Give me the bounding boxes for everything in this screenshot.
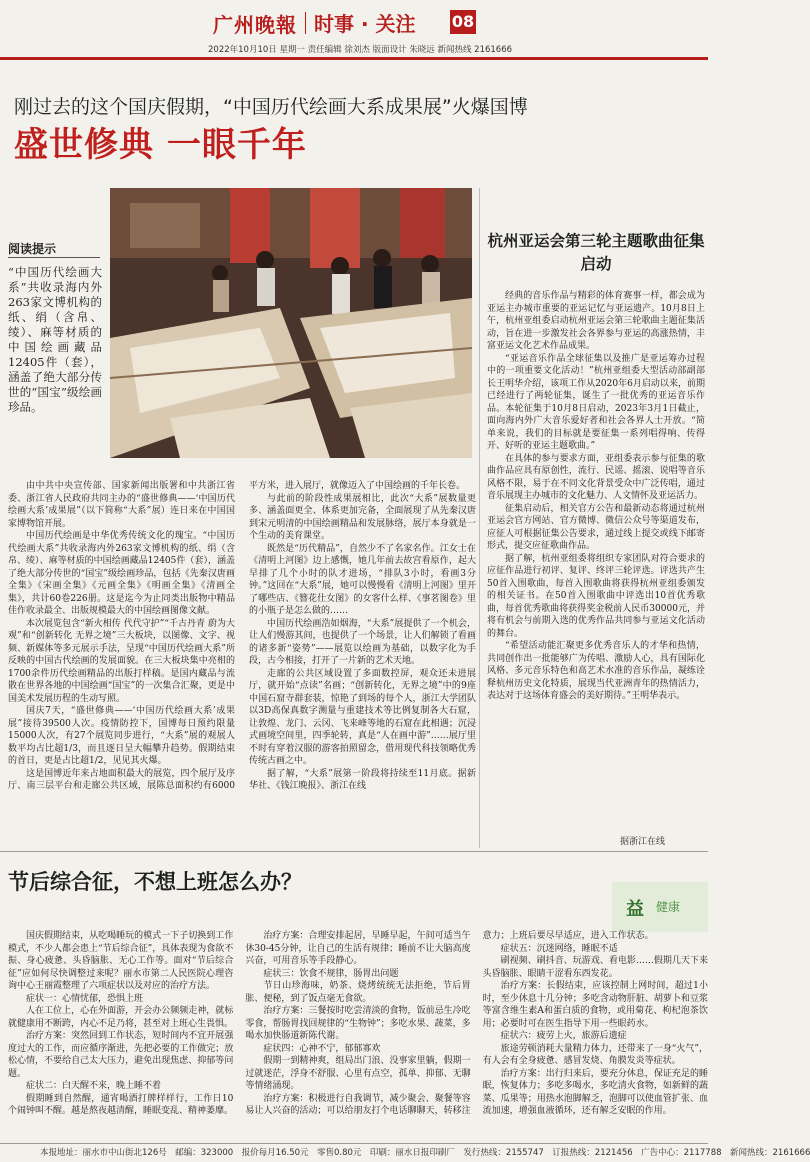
article-paragraph: 治疗方案：三餐按时吃尝清淡的食物，饭前忌生冷吃零食，帮肠胃找回规律的“生物钟”；多吃水果、蔬菜，多喝水加快肠道新陈代谢。 [245,1006,471,1041]
article-paragraph: 与此前的阶段性成果展相比，此次“大系”展数量更多、涵盖面更全、体系更加完备，全面展现了从先秦汉唐到宋元明清的中国绘画精品和发展脉络，展厅本身就是一个生动的美育课堂。 [249,493,476,541]
article-paragraph: 由中共中央宣传部、国家新闻出版署和中共浙江省委、浙江省人民政府共同主办的“盛世修典——‘中国历代绘画大系’成果展”（以下简称“大系”展）连日来在中国国家博物馆开展。 [8,481,235,529]
health-logo-text: 健康 [656,900,681,914]
section-divider [0,851,708,852]
article-paragraph: 治疗方案：突然回到工作状态，短时间内不宜开展强度过大的工作，而应循序渐进，先把必要的工作做完；放松心情，不要给自己太大压力，避免出现焦虑、抑郁等问题。 [8,1031,234,1079]
side-article-body [487,290,705,820]
article-paragraph: 中国历代绘画是中华优秀传统文化的瑰宝。“中国历代绘画大系”共收录海内外263家文博机构的纸、绢（含帛、绫）、麻等材质的中国绘画藏品12405件（套），涵盖了绝大部分传世的“国宝”级绘画珍品，包括《先秦汉唐画全集》《宋画全集》《元画全集》《明画全集》《清画全集》，共计60卷226册。这是迄今为止同类出版物中精品佳作收录最全、出版规模最大的中国绘画图像文献。 [8,531,235,616]
health-article-body [8,930,708,1142]
article-paragraph: 人在工位上，心在外面游，开会办公频频走神，就标就健康用不断跨，内心不足乃将，甚至对上班心生畏惧。 [8,1006,234,1029]
masthead-rule [0,57,708,60]
side-article-headline: 杭州亚运会第三轮主题歌曲征集启动 [487,232,705,273]
lead-headline: 盛世修典 一眼千年 [14,125,307,165]
exhibition-photo [110,188,472,458]
reading-tip-text: “中国历代绘画大系”共收录海内外263家文博机构的纸、绢（含帛、绫）、麻等材质的中国绘画藏品12405件（套），涵盖了绝大部分传世的“国宝”级绘画珍品。 [8,265,102,414]
article-paragraph: 假期一到精神爽，组局出门浪、没事家里躺，假期一过就迷茫，浮身不舒服、心里有点空，孤单、抑郁、无聊等情绪涌现。 [245,1056,471,1091]
article-paragraph: 据了解，杭州亚组委将组织专家团队对符合要求的应征作品进行初评、复评、终评三轮评选。评选共产生50首入围歌曲，每首入围歌曲将获得杭州亚组委颁发的相关证书。在50首入围歌曲中评选出10首优秀歌曲，每首优秀歌曲将获得奖金税前人民币30000元，并将有机会与前期入选的优秀作品共同参与亚运文化活动的舞台。 [487,553,705,639]
masthead-divider [305,12,306,34]
article-paragraph: 本次展览包含“新火相传 代代守护”“千古丹青 蔚为大观”和“创新转化 无界之境”三大板块，以图像、文字、视频、新媒体等多元展示手法，呈现“中国历代绘画大系”所反映的中国古代绘画的发展面貌。在三大板块集中亮相的1700余件历代绘画精品的出版打样稿。是国内藏品与流散在世界各地的中国绘画“国宝”的一次集合汇聚，更是中国美术发展历程的生动写照。 [8,618,235,704]
article-paragraph: 这是国博近年来占地面积最大的展览，四个展厅及序厅、南三层平台和走廊公共区域，展陈总面积约有6000平方米，进入展厅，就像迈入了中国绘画的千年长卷。 [8,481,466,791]
article-paragraph: 走廊的公共区域设置了多面数控屏，观众还未进展厅，就开始“点读”名画；“创新转化，无界之境”中的9座中国石窟寺群套装，惊艳了到场的每个人，浙江大学团队以3D高保真数字测量与重建技术等比例复制各大石窟，让敦煌、龙门、云冈、飞来峰等地的石窟在此相遇；沉浸式画境空间里，四季轮转，真是“人在画中游”……展厅里不时有穿着汉服的游客拍照留念，借用现代科技领略优秀传统古画之中。 [249,668,476,766]
article-paragraph: 旅途劳顿消耗大量精力体力，还带来了一身“火气”，有人会有全身疲惫、感冒发烧、角膜发炎等症状。 [482,1043,708,1066]
article-paragraph: 症状二：白天醒不来，晚上睡不着 [26,1081,162,1091]
dateline: 2022年10月10日 星期一 责任编辑 徐刘杰 版面设计 朱晓远 新闻热线 2161666 [208,45,513,55]
article-paragraph: “亚运音乐作品全球征集以及推广是亚运筹办过程中的一项重要文化活动！”杭州亚组委大型活动部副部长王明华介绍，该项工作从2020年6月启动以来，前期已经进行了两轮征集，诞生了一批优秀的亚运音乐作品。本轮征集于10月8日启动，2023年3月1日截止，面向海内外广大音乐爱好者和社会各界人士开放。“简单来说，我们的目标就是要征集一系列唱得响、传得开、好听的亚运主题歌曲。” [487,353,705,451]
article-paragraph: 假期睡到自然醒，通宵喝酒打牌样样行，工作日10个闹钟叫不醒。越是熬夜越清醒，睡眠变乱、精神萎靡。 [8,1093,234,1116]
article-paragraph: 症状五：沉迷网络，睡眠不适 [500,943,618,954]
article-paragraph: 中国历代绘画浩如烟海，“大系”展提供了一个机会，让人们慢游其间，也提供了一个场景，让人们解锁了看画的诸多新“姿势”——展览以绘画为基础，以数字化为手段，古今相接，打开了一片新的艺术天地。 [249,618,476,666]
article-paragraph: 症状一：心情忧郁，恐惧上班 [26,993,144,1004]
section-title: 时事 · 关注 [314,12,416,36]
health-logo-glyph: 益 [626,899,644,920]
article-paragraph: 症状三：饮食不规律，肠胃出问题 [263,968,399,979]
article-paragraph: 经典的音乐作品与精彩的体育赛事一样，都会成为亚运主办城市重要的亚运记忆与亚运遗产。10月8日上午，杭州亚组委启动杭州亚运会第三轮歌曲主题征集活动，旨在进一步激发社会各界参与亚运的高涨热情，丰富亚运文化艺术作品成果。 [487,291,705,351]
article-paragraph: “希望活动能汇聚更多优秀音乐人的才华和热情，共同创作出一批能够广为传唱、激励人心，具有国际化风格、多元音乐特色和高艺术水准的音乐作品，凝练诠释杭州历史文化特质，展现当代亚洲青年的热情活力，表达对于这场体育盛会的美好期待。”王明华表示。 [487,641,705,701]
reading-tip-label: 阅读提示 [8,242,57,256]
article-paragraph: 治疗方案：合理安排起居，早睡早起，午间可适当午休30-45分钟，让自己的生活有规律；睡前不让大脑高度兴奋，可用音乐等手段静心。 [245,931,471,966]
article-paragraph: 治疗方案：长假结束，应该控制上网时间，超过1小时，至少休息十几分钟；多吃含动物肝脏、胡萝卜和豆浆等富含维生素A和蛋白质的食物，或用菊花、枸杞泡茶饮用；必要时可在医生指导下用一些眼药水。 [482,981,708,1029]
reading-tip-rule [8,257,100,258]
newspaper-logo: 广州晚報 [213,13,297,37]
article-paragraph: 节日山珍海味，奶茶、烧烤统统无法拒绝，节后胃胀、便秘，到了饭点毫无食欲。 [245,981,471,1004]
footer-rule [0,1143,708,1144]
article-paragraph: 国庆7天，“盛世修典——‘中国历代绘画大系’成果展”接待39500人次。疫情防控下，国博每日预约限量15000人次，有27个展览同步进行，“大系”展的观展人数平均占比超1/3，而且逐日呈大幅攀升趋势。假期结束的首日，更是占比超1/2，见见其火爆。 [8,706,235,766]
article-paragraph: 治疗方案：积极进行自我调节，减少聚会、聚餐等容易让人兴奋的活动；可以给朋友打个电话聊聊天，转移注意力；上班后要尽早适应，进入工作状态。 [245,931,654,1116]
footer-info: 本报地址：丽水市中山街北126号 邮编：323000 报价每月16.50元 零售0.80元 印刷：丽水日报印刷厂 发行热线：2155747 订报热线：2121456 广告中心：2117788 新闻热线：2161666 [40,1148,810,1158]
lead-article-body [8,480,476,842]
article-paragraph: 刷视频、刷抖音、玩游戏、看电影……假期几天下来头昏脑胀、眼睛干涩看东西发花。 [482,956,708,979]
lead-kicker: 刚过去的这个国庆假期，“中国历代绘画大系成果展”火爆国博 [14,96,528,118]
column-divider [479,188,480,848]
article-paragraph: 征集启动后，相关官方公告和最新动态将通过杭州亚运会官方网站、官方微博、微信公众号等渠道发布，应征人可根据征集公告要求，通过线上提交或线下邮寄形式，提交应征歌曲作品。 [487,503,705,551]
article-paragraph: 据了解，“大系”展第一阶段将持续至11月底。据新华社、《钱江晚报》、浙江在线 [249,768,476,791]
article-paragraph: 在具体的参与要求方面，亚组委表示参与征集的歌曲作品应具有原创性，流行、民谣、摇滚、说唱等音乐风格不限，易于在不同文化背景受众中广泛传唱，通过音乐展现主办城市的文化魅力、人文情怀及亚运活力。 [487,453,705,501]
article-paragraph: 症状四：心神不宁，郁郁寡欢 [263,1043,381,1054]
article-paragraph: 治疗方案：出行归来后，要充分休息，保证充足的睡眠，恢复体力；多吃多喝水，多吃清火食物，如新鲜的蔬菜、瓜果等；用热水泡脚解乏，泡脚可以使血管扩张、血流加速，增强血液循环，还有解乏安眠的作用。 [482,1068,708,1116]
health-headline: 节后综合征，不想上班怎么办？ [8,870,302,894]
article-paragraph: 国庆假期结束，从吃喝睡玩的模式一下子切换到工作模式，不少人都会患上“节后综合征”，具体表现为食欲不振、身心疲惫、头昏脑胀、无心工作等。面对“节后综合征”应如何尽快调整过来呢？丽水市第二人民医院心理咨询中心王丽霞整理了六项症状以及对应的治疗方法。 [8,931,234,991]
page-number-badge: 08 [450,10,476,34]
article-paragraph: 既然是“历代精品”，自然少不了名家名作。江女士在《清明上河图》边上感慨，她几年前去故宫看原作，起大早排了几个小时的队才进场，“排队3小时，看画3分钟。”这回在“大系”展，她可以慢慢看《清明上河图》里开了哪些店、《簪花仕女图》的女客什么样、《事茗图卷》里的小瓶子是怎么做的…… [249,543,476,616]
article-paragraph: 症状六：疲劳上火，旅游后遗症 [500,1031,627,1041]
side-article-source: 据浙江在线 [620,837,666,847]
